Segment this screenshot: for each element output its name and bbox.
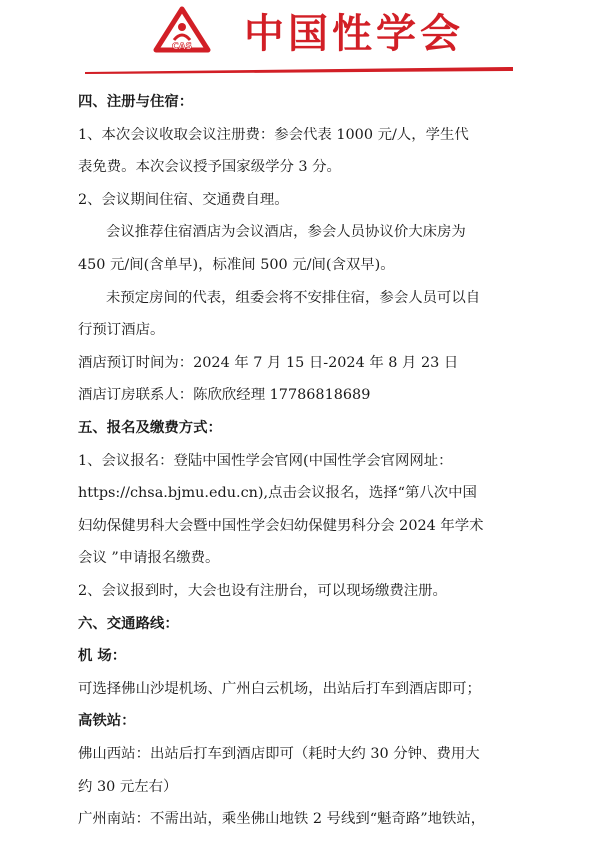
org-name: 中国性学会	[244, 10, 464, 57]
body-line: 行预订酒店。	[78, 322, 165, 339]
body-line: 酒店预订时间为：2024 年 7 月 15 日-2024 年 8 月 23 日	[78, 354, 459, 371]
body-line: 2、会议报到时，大会也设有注册台，可以现场缴费注册。	[78, 583, 447, 599]
header-rule	[85, 66, 513, 74]
body-line: 广州南站：不需出站，乘坐佛山地铁 2 号线到“魁奇路”地铁站，	[78, 811, 486, 828]
body-line: 妇幼保健男科大会暨中国性学会妇幼保健男科分会 2024 年学术	[78, 517, 484, 534]
body-line: 450 元/间(含单早)，标准间 500 元/间(含双早)。	[78, 257, 395, 273]
document-header	[0, 0, 600, 78]
body-line: https://chsa.bjmu.edu.cn),点击会议报名，选择“第八次中国	[78, 485, 477, 502]
section-heading: 高铁站：	[78, 712, 136, 730]
body-line: 表免费。本次会议授予国家级学分 3 分。	[78, 159, 341, 176]
svg-text:CAS: CAS	[171, 42, 193, 52]
body-line: 1、会议报名：登陆中国性学会官网(中国性学会官网网址：	[78, 452, 453, 469]
body-line: 会议 ”申请报名缴费。	[78, 550, 220, 567]
society-logo	[150, 6, 214, 54]
section-heading: 五、报名及缴费方式：	[78, 419, 222, 436]
section-heading: 四、注册与住宿：	[78, 93, 194, 110]
body-line: 酒店订房联系人：陈欣欣经理 17786818689	[78, 387, 371, 404]
body-line: 可选择佛山沙堤机场、广州白云机场，出站后打车到酒店即可；	[78, 680, 481, 697]
section-heading: 机 场：	[78, 647, 127, 665]
body-line: 1、本次会议收取会议注册费：参会代表 1000 元/人，学生代	[78, 126, 469, 143]
body-line: 约 30 元左右）	[78, 778, 178, 795]
body-line: 2、会议期间住宿、交通费自理。	[78, 191, 289, 208]
body-line: 佛山西站：出站后打车到酒店即可（耗时大约 30 分钟、费用大	[78, 746, 480, 762]
body-line: 未预定房间的代表，组委会将不安排住宿，参会人员可以自	[106, 289, 481, 306]
section-heading: 六、交通路线：	[78, 614, 179, 632]
body-line: 会议推荐住宿酒店为会议酒店，参会人员协议价大床房为	[106, 224, 466, 241]
